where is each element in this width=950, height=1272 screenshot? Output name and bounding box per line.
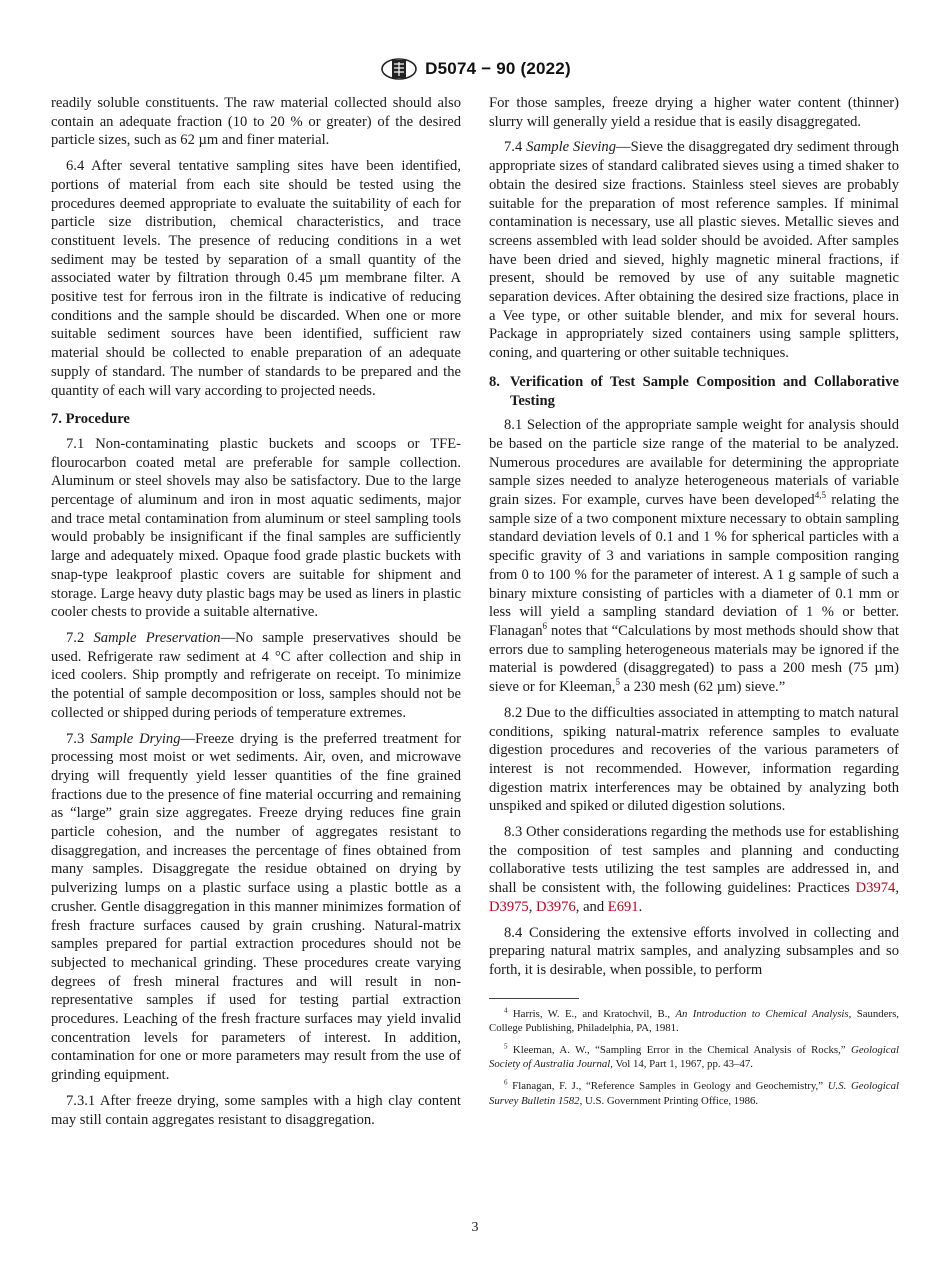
paragraph-8-3: 8.3 Other considerations regarding the methods use for establishing the composition of test samples and planning and conducting collaborative tests utilizing the test samples are addressed in, and shall be consistent with, the following guidelines: Practices D3974, D3975, D3976, and E691. — [489, 824, 899, 915]
document-designation: D5074 − 90 (2022) — [425, 59, 571, 78]
astm-logo-icon — [379, 58, 419, 80]
paragraph-continuation: For those samples, freeze drying a higher water content (thinner) slurry will generally yield a residue that is easily disaggregated. — [489, 95, 899, 130]
section-heading-procedure: 7. Procedure — [51, 411, 130, 428]
paragraph-7-4: 7.4 Sample Sieving—Sieve the disaggregated dry sediment through appropriate sizes of standard calibrated sieves using a timed shaker to obtain the desired size fractions. Stainless steel sieves are probably suitable for the preparation of most reference samples. If minimal contamination is necessary, use all plastic sieves. Metallic sieves and screens assembled with lead solder should be avoided. After samples have been dried and sieved, highly magnetic mineral fractions, if present, should be removed by use of any suitable magnetic separation devices. After obtaining the desired size fractions, place in a Vee type, or other suitable blender, and mix for several hours. Package in appropriately sized containers using sample splitters, coning, and quartering or other suitable techniques. — [489, 139, 900, 362]
footnote-ref-5: 5 — [615, 677, 620, 688]
subsection-title-sample-sieving: Sample Sieving — [526, 139, 617, 156]
footnote-4: $^4$ Harris, W. E., and Kratochvil, B., An Introduction to Chemical Analysis, Saunders, College Publishing, Philadelphia, PA, 1981. — [489, 1006, 899, 1035]
page-header — [0, 56, 950, 82]
paragraph-7-3: 7.3 Sample Drying—Freeze drying is the preferred treatment for processing most moist or wet sediments. Air, oven, and microwave drying will frequently yield lesser quantities of the fine grained fractions due to the presence of fine material occurring and remaining as “large” grain size aggregates. Freeze drying reduces fine grain particle cohesion, and the number of aggregates resistant to disaggregation, and increases the percentage of fines obtained from many samples. Disaggregate the residue obtained on drying by pulverizing lumps on a plastic surface using a plastic bottle as a crusher. Gentle disaggregation in this manner minimizes formation of fresh fracture surfaces caused by grain crushing. Natural-matrix samples prepared for partial extraction procedures should not be subjected to mechanical grinding. These procedures create varying degrees of fresh mineral fractures and will result in non-representative samples if used for testing partial extraction procedures. Leaching of the fresh fracture surfaces may yield invalid concentration levels for parameters of interest. In addition, contamination for one or more parameters may result from the use of grinding equipment. — [51, 730, 461, 1084]
link-d3974[interactable]: D3974 — [855, 880, 896, 897]
right-column — [489, 94, 899, 1115]
paragraph-7-2: 7.2 Sample Preservation—No sample preservatives should be used. Refrigerate raw sediment at 4 °C after collection and ship in iced coolers. Ship promptly and refrigerate on receipt. To minimize the potential of sample decomposition or loss, samples should not be collected or shipped during periods of temperature extremes. — [51, 629, 462, 721]
left-column — [51, 94, 461, 1136]
link-d3976[interactable]: D3976 — [536, 898, 576, 915]
subsection-title-sample-drying: Sample Drying — [90, 730, 181, 747]
paragraph-8-1: 8.1 Selection of the appropriate sample weight for analysis should be based on the particle size range of the material to be analyzed. Numerous procedures are available for determining the appropriate sample sizes needed to analyze heterogeneous materials of variable grain sizes. For example, curves have been developed$^{4,5}$ relating the sample size of a two component mixture necessary to obtain sampling standard deviation levels of 0.1 and 1 % for spherical particles with a specific gravity of 3 and variations in sample composition ranging from 0 to 100 % for the parameter of interest. A 1 g sample of such a binary mixture consisting of particles with a diameter of 0.1 mm or less will yield a sampling standard deviation of 1 % or better. Flanagan$^6$ notes that “Calculations by most methods should show that errors due to sampling heterogeneous materials may be ignored if the material is powdered (disaggregated) to pass a 200 mesh (75 µm) sieve or for Kleeman,$^5$ a 230 mesh (62 µm) sieve.” — [489, 417, 899, 696]
paragraph-6-4: 6.4 After several tentative sampling sites have been identified, portions of material from each site should be tested using the procedures deemed appropriate to evaluate the suitability of each for particle size distribution, chemical characteristics, and trace constituent levels. The presence of reducing conditions in a wet sediment may be tested by separation of a small quantity of the associated water by filtration through 0.45 µm membrane filter. A positive test for ferrous iron in the filtrate is indicative of reducing conditions and the sample should be discarded. When one or more suitable sediment sources have been identified, sufficient raw material should be collected to enable preparation of an adequate supply of standard. The number of standards to be prepared and the quantity of each will vary according to projected needs. — [51, 158, 461, 399]
section-heading-verification: 8. Verification of Test Sample Composition and Collaborative Testing — [489, 373, 899, 409]
paragraph-7-3-1: 7.3.1 After freeze drying, some samples with a high clay content may still contain aggregates resistant to disaggregation. — [51, 1092, 461, 1128]
paragraph-8-4: 8.4 Considering the extensive efforts involved in collecting and preparing natural matrix samples, and analyzing subsamples and so forth, it is desirable, when possible, to perform — [489, 924, 899, 978]
paragraph-8-2: 8.2 Due to the difficulties associated in attempting to match natural conditions, spiking natural-matrix reference samples to evaluate digestion procedures and recoveries of the various parameters of interest is not recommended. However, information regarding digestion matrix interferences may be obtained by analyzing both unspiked and spiked or diluted digestion solutions. — [489, 704, 899, 815]
link-e691[interactable]: E691 — [607, 898, 639, 915]
subsection-title-sample-preservation: Sample Preservation — [93, 629, 221, 646]
page-number: 3 — [471, 1220, 479, 1235]
footnote-6: $^6$ Flanagan, F. J., “Reference Samples in Geology and Geochemistry,” U.S. Geological Survey Bulletin 1582, U.S. Government Printing Office, 1986. — [489, 1078, 899, 1107]
footnote-divider — [489, 998, 579, 999]
paragraph-7-1: 7.1 Non-contaminating plastic buckets and scoops or TFE-flourocarbon coated metal are preferable for sample collection. Aluminum or steel shovels may also be satisfactory. Due to the large percentage of aluminum and iron in most aquatic sediments, major and trace metal contamination from aluminum or steel sampling tools would probably be insignificant if the final samples are sufficiently large and adequately mixed. Opaque food grade plastic buckets with snap-type leakproof plastic covers are suitable for shipment and storage. Large heavy duty plastic bags may be used as liners in plastic cooler chests to provide a suitable alternative. — [51, 435, 461, 621]
link-d3975[interactable]: D3975 — [489, 898, 529, 915]
paragraph-continuation: readily soluble constituents. The raw material collected should also contain an adequate fraction (10 to 20 % or greater) of the desired particle sizes, such as 62 µm and finer material. — [51, 95, 461, 149]
footnote-5: $^5$ Kleeman, A. W., “Sampling Error in the Chemical Analysis of Rocks,” Geological Society of Australia Journal, Vol 14, Part 1, 1967, pp. 43–47. — [489, 1042, 899, 1071]
footnote-ref-6: 6 — [542, 621, 547, 632]
footnote-ref-4-5: 4,5 — [814, 490, 826, 501]
